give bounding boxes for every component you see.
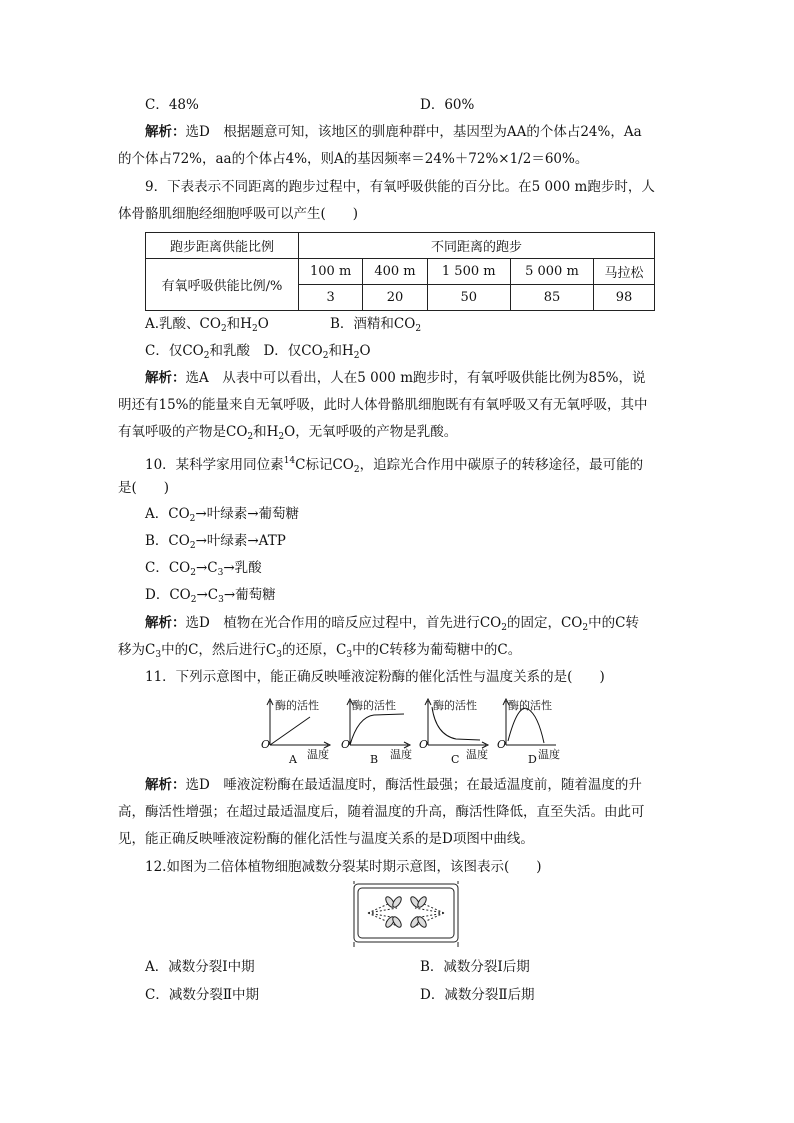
table-value-cell: 3 [299, 285, 363, 311]
table-value-cell: 85 [510, 285, 593, 311]
q10-exp2d: 中的C转移为葡萄糖中的C。 [352, 642, 522, 658]
table-header-corner: 跑步距离供能比例 [146, 233, 299, 259]
q10-optd-2: →葡萄糖 [223, 587, 276, 603]
graph-c-origin: O [419, 738, 429, 751]
q12-stem: 12.如图为二倍体植物细胞减数分裂某时期示意图，该图表示( ) [145, 859, 542, 875]
q9-optd-rest: 和H [328, 343, 354, 359]
q12-option-d: D．减数分裂Ⅱ后期 [420, 987, 535, 1003]
q10-stem-line1: 10．某科学家用同位素$^{14}$C标记$CO_2$，追踪光合作用中碳原子的转移途径，最可能的 [145, 456, 644, 475]
q10-exp2c: 的还原，C [281, 642, 347, 658]
table-value-cell: 50 [427, 285, 510, 311]
q10-optd-1: →C [196, 587, 219, 603]
q10-isotope-superscript: 14 [283, 456, 296, 466]
graph-d-origin: O [497, 738, 507, 751]
graph-b-y-label: 酶的活性 [352, 699, 396, 712]
q10-stem-line2: 是( ) [118, 480, 170, 496]
q10-option-b: B．$CO_2\to$叶绿素→ATP [145, 533, 286, 551]
q10-optc-1: →C [195, 560, 218, 576]
graph-d-y-label: 酶的活性 [508, 699, 552, 712]
q8-explanation-line2: 的个体占72%，aa的个体占4%，则A的基因频率＝24%＋72%×1/2＝60%。 [118, 151, 589, 167]
table-distance-cell: 1 500 m [427, 259, 510, 285]
q10-option-a: A．$CO_2\to$叶绿素→葡萄糖 [145, 506, 300, 524]
q12-option-b: B．减数分裂Ⅰ后期 [420, 959, 530, 975]
table-row-header: 有氧呼吸供能比例/% [146, 259, 299, 311]
q11-stem: 11．下列示意图中，能正确反映唾液淀粉酶的催化活性与温度关系的是( ) [145, 669, 605, 685]
graph-d-x-label: 温度 [538, 748, 560, 761]
q9-option-a: A.乳酸、$CO_2$和$H_2O$ [145, 316, 269, 334]
q10-explanation-line2: 移为$C_3$中的C，然后进行$C_3$的还原，$C_3$中的C转移为葡萄糖中的C。 [118, 642, 522, 660]
q10-stem1b: C标记CO [295, 457, 354, 473]
q12-option-c: C．减数分裂Ⅱ中期 [145, 987, 260, 1003]
graph-a-y-label: 酶的活性 [275, 699, 319, 712]
q10-exp1c: 中的C转 [588, 615, 639, 631]
q10-option-d: D．$CO_2\to C_3\to$葡萄糖 [145, 587, 276, 605]
q10-exp2a: 移为C [118, 642, 156, 658]
q11-explanation-line1 [145, 775, 642, 795]
q10-optc-2: →乳酸 [223, 560, 262, 576]
q8-option-d: D．60% [420, 97, 475, 113]
q9-option-b: B．酒精和$CO_2$ [330, 316, 422, 334]
graph-b-origin: O [341, 738, 351, 751]
table-distance-cell: 5 000 m [510, 259, 593, 285]
graph-c-y-label: 酶的活性 [433, 699, 477, 712]
graph-b-letter: B [370, 753, 379, 766]
q10-exp1a: 选D 植物在光合作用的暗反应过程中，首先进行CO [185, 615, 502, 631]
q9-opta-end: O [257, 316, 269, 332]
q10-optc-0: C．CO [145, 560, 191, 576]
q11-exp1: 选D 唾液淀粉酶在最适温度时，酶活性最强；在最适温度前，随着温度的升 [185, 777, 642, 793]
graph-a-letter: A [289, 753, 297, 766]
q8-explanation-line1 [145, 122, 642, 142]
graph-d-curve [508, 708, 544, 743]
q9-table [145, 232, 655, 311]
q10-stem1c: ，追踪光合作用中碳原子的转移途径，最可能的 [359, 457, 644, 473]
q9-optd-text: D．仅CO [263, 343, 323, 359]
q12-option-a: A．减数分裂Ⅰ中期 [145, 959, 255, 975]
q9-exp1: 选A 从表中可以看出，人在5 000 m跑步时，有氧呼吸供能比例为85%，说 [185, 370, 646, 386]
table-group-header: 不同距离的跑步 [299, 233, 655, 259]
q9-optc-rest: 和乳酸 [209, 343, 250, 359]
table-distance-cell: 马拉松 [594, 259, 655, 285]
q9-optd-end: O [359, 343, 371, 359]
q10-opta-0: A．CO [145, 506, 190, 522]
q10-explanation-line1: 解析：选D 植物在光合作用的暗反应过程中，首先进行$CO_2$的固定，$CO_2$中的C转 [145, 615, 639, 633]
q9-explanation-line2: 明还有15%的能量来自无氧呼吸，此时人体骨骼肌细胞既有有氧呼吸又有无氧呼吸，其中 [118, 397, 648, 413]
q11-explanation-line2: 高，酶活性增强；在超过最适温度后，随着温度的升高，酶活性降低，直至失活。由此可 [118, 804, 645, 820]
q9-stem-line1: 9．下表表示不同距离的跑步过程中，有氧呼吸供能的百分比。在5 000 m跑步时，人 [145, 179, 655, 195]
q9-optb-text: B．酒精和CO [330, 316, 416, 332]
graph-b-curve [350, 714, 404, 745]
q8-option-c: C．48% [145, 97, 199, 113]
cell-membrane [358, 888, 454, 938]
explanation-label: 解析： [145, 615, 186, 631]
explanation-label: 解析： [145, 370, 186, 386]
q9-optc-text: C．仅CO [145, 343, 204, 359]
graph-a-x-label: 温度 [307, 748, 329, 761]
q9-explanation-line1 [145, 368, 646, 388]
q9-exp3a: 有氧呼吸的产物是CO [118, 424, 248, 440]
q9-exp3b: 和H [253, 424, 279, 440]
q10-opta-1: →叶绿素→葡萄糖 [195, 506, 300, 522]
explanation-label: 解析： [145, 124, 186, 140]
graph-b-x-label: 温度 [390, 748, 412, 761]
q9-opta-rest: 和H [226, 316, 252, 332]
table-distance-cell: 100 m [299, 259, 363, 285]
table-distance-cell: 400 m [363, 259, 427, 285]
graph-d-letter: D [528, 753, 537, 766]
graph-a-curve [270, 717, 310, 745]
q9-stem-line2: 体骨骼肌细胞经细胞呼吸可以产生( ) [118, 206, 359, 222]
q10-stem1a: 10．某科学家用同位素 [145, 457, 284, 473]
q11-explanation-line3: 见，能正确反映唾液淀粉酶的催化活性与温度关系的是D项图中曲线。 [118, 831, 534, 847]
graph-a-origin: O [261, 738, 271, 751]
table-value-cell: 20 [363, 285, 427, 311]
q10-exp1b: 的固定，CO [506, 615, 583, 631]
q10-optb-1: →叶绿素→ATP [195, 533, 286, 549]
table-value-cell: 98 [594, 285, 655, 311]
q10-option-c: C．$CO_2\to C_3\to$乳酸 [145, 560, 262, 578]
q12-cell-diagram [350, 880, 462, 948]
q9-explanation-line3: 有氧呼吸的产物是$CO_2$和$H_2O$，无氧呼吸的产物是乳酸。 [118, 424, 458, 442]
q10-optd-0: D．CO [145, 587, 191, 603]
q8-exp1: 选D 根据题意可知，该地区的驯鹿种群中，基因型为AA的个体占24%，Aa [185, 124, 642, 140]
graph-c-x-label: 温度 [466, 748, 488, 761]
q10-exp2b: 中的C，然后进行C [161, 642, 277, 658]
graph-c-letter: C [451, 753, 460, 766]
q10-optb-0: B．CO [145, 533, 190, 549]
explanation-label: 解析： [145, 777, 186, 793]
q9-exp3c: O，无氧呼吸的产物是乳酸。 [284, 424, 458, 440]
q9-opta-text: A.乳酸、CO [145, 316, 221, 332]
q9-option-cd: C．仅$CO_2$和乳酸 D．仅$CO_2$和$H_2O$ [145, 343, 371, 361]
